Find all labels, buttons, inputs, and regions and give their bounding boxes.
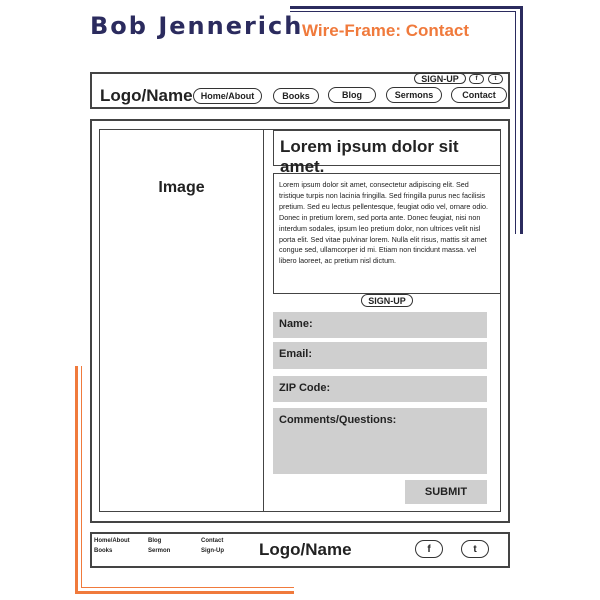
nav-blog[interactable]: Blog (328, 87, 376, 103)
decor-line-bottom-inner (81, 587, 294, 588)
decor-line-bottom (75, 591, 294, 594)
content-paragraph: Lorem ipsum dolor sit amet, consectetur adipiscing elit. Sed tristique turpis non lacinia fringilla. Sed fringilla purus nec facilisis pretium. Sed eu lectus pellentesque, feugiat odio vel, ornare odio. Donec in pretium lorem, sed porta ante. Donec feugiat, nisi non interdum sodales, ipsum leo pretium dolor, non ultrices velit nisl porta elit. Sed vitae pulvinar lorem. Nulla elit risus, mattis sit amet congue sed, ullamcorper id mi. Etiam non tincidunt massa. vel libero laoreet, ac pretium nisl dictum. (273, 173, 501, 294)
page-title: Bob Jennerich (90, 12, 304, 40)
submit-button[interactable]: SUBMIT (405, 480, 487, 504)
email-field[interactable]: Email: (273, 342, 487, 369)
nav-contact[interactable]: Contact (451, 87, 507, 103)
zip-code-field[interactable]: ZIP Code: (273, 376, 487, 402)
nav-sermons[interactable]: Sermons (386, 87, 442, 103)
name-field[interactable]: Name: (273, 312, 487, 338)
header-logo[interactable]: Logo/Name (100, 86, 193, 105)
nav-books[interactable]: Books (273, 88, 319, 104)
header-signup-button[interactable]: SIGN-UP (414, 73, 466, 84)
comments-field[interactable]: Comments/Questions: (273, 408, 487, 474)
footer-link-blog[interactable]: Blog (148, 538, 162, 544)
decor-line-top (290, 6, 523, 9)
nav-home-about[interactable]: Home/About (193, 88, 262, 104)
decor-line-left (75, 366, 78, 594)
decor-line-left-inner (81, 366, 82, 588)
footer-link-books[interactable]: Books (94, 547, 113, 554)
page-subtitle: Wire-Frame: Contact (302, 21, 470, 40)
footer-link-sign-up[interactable]: Sign-Up (201, 547, 224, 554)
footer-links-col2 (148, 537, 170, 556)
decor-line-right (520, 6, 523, 234)
footer-link-sermon[interactable]: Sermon (148, 547, 171, 554)
footer-link-contact[interactable]: Contact (201, 538, 224, 544)
decor-line-right-inner (515, 11, 516, 234)
footer-facebook-icon[interactable]: f (415, 540, 443, 558)
facebook-icon[interactable]: f (469, 74, 484, 84)
twitter-icon[interactable]: t (488, 74, 503, 84)
footer-link-home-about[interactable]: Home/About (94, 538, 130, 544)
signup-section-label: SIGN-UP (361, 294, 413, 307)
content-heading: Lorem ipsum dolor sit amet. (273, 130, 501, 166)
footer-links-col1 (94, 537, 130, 556)
footer-twitter-icon[interactable]: t (461, 540, 489, 558)
footer-logo[interactable]: Logo/Name (259, 540, 352, 559)
decor-line-top-inner (290, 11, 516, 12)
image-label: Image (158, 179, 205, 196)
footer-links-col3 (201, 537, 224, 556)
